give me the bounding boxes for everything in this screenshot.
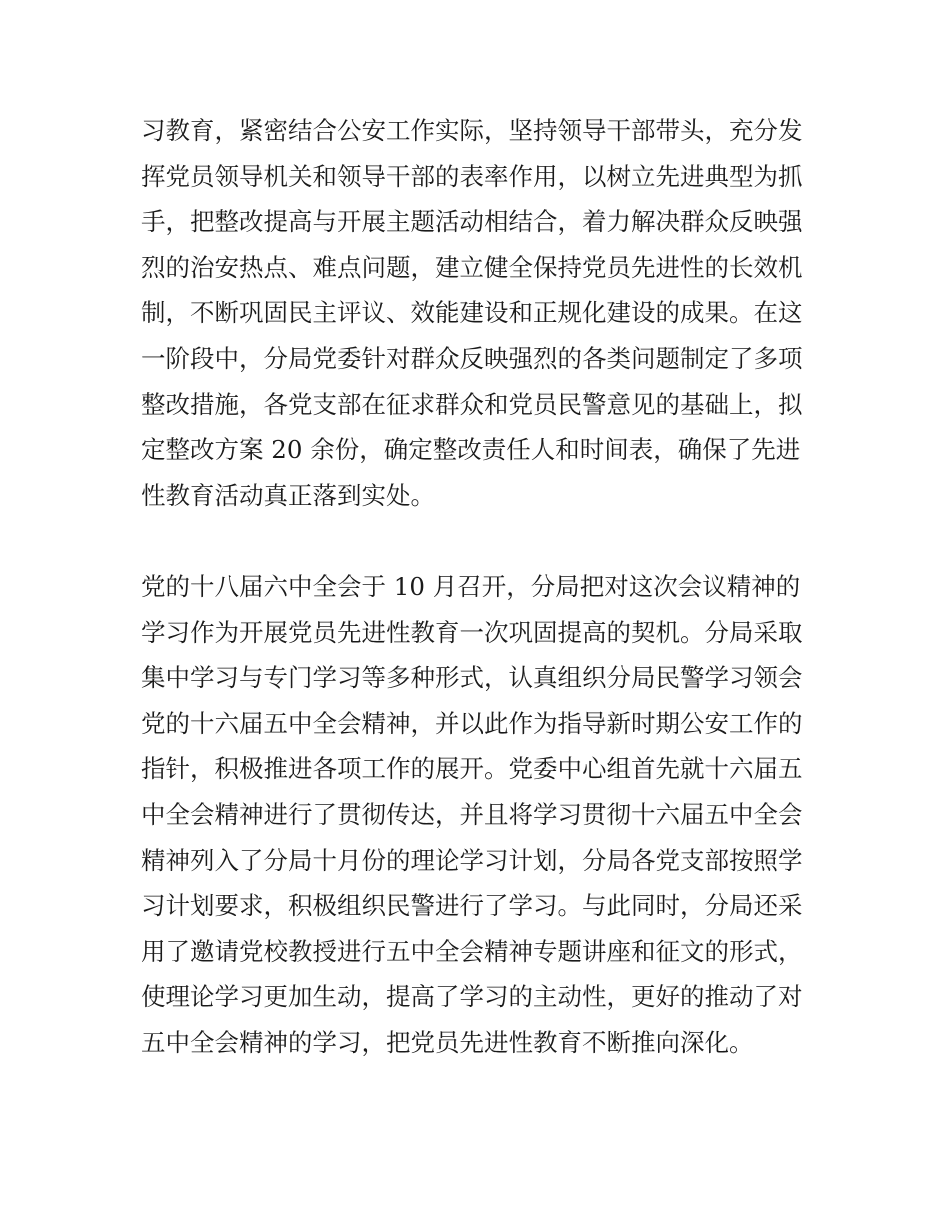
text-line: 指针，积极推进各项工作的展开。党委中心组首先就十六届五 bbox=[141, 754, 803, 784]
text-line: 挥党员领导机关和领导干部的表率作用，以树立先进典型为抓 bbox=[141, 161, 803, 191]
text-line: 集中学习与专门学习等多种形式，认真组织分局民警学习领会 bbox=[141, 663, 803, 693]
paragraph-1 bbox=[141, 108, 821, 518]
text-line: 党的十八届六中全会于 10 月召开，分局把对这次会议精神的 bbox=[141, 572, 801, 601]
text-line: 整改措施，各党支部在征求群众和党员民警意见的基础上，拟 bbox=[141, 389, 803, 419]
text-line: 制，不断巩固民主评议、效能建设和正规化建设的成果。在这 bbox=[141, 298, 803, 328]
text-line: 党的十六届五中全会精神，并以此作为指导新时期公安工作的 bbox=[141, 708, 803, 738]
text-line: 中全会精神进行了贯彻传达，并且将学习贯彻十六届五中全会 bbox=[141, 799, 803, 829]
text-line: 使理论学习更加生动，提高了学习的主动性，更好的推动了对 bbox=[141, 982, 803, 1012]
paragraph-2 bbox=[141, 564, 821, 1066]
text-line: 用了邀请党校教授进行五中全会精神专题讲座和征文的形式， bbox=[141, 936, 803, 966]
text-line: 烈的治安热点、难点问题，建立健全保持党员先进性的长效机 bbox=[141, 252, 803, 282]
text-line: 习教育，紧密结合公安工作实际，坚持领导干部带头，充分发 bbox=[141, 116, 803, 145]
text-line: 一阶段中，分局党委针对群众反映强烈的各类问题制定了多项 bbox=[141, 343, 803, 373]
text-line: 习计划要求，积极组织民警进行了学习。与此同时，分局还采 bbox=[141, 891, 803, 921]
text-line: 性教育活动真正落到实处。 bbox=[141, 480, 435, 510]
text-line: 五中全会精神的学习，把党员先进性教育不断推向深化。 bbox=[141, 1027, 754, 1057]
text-line: 学习作为开展党员先进性教育一次巩固提高的契机。分局采取 bbox=[141, 617, 803, 647]
text-line: 精神列入了分局十月份的理论学习计划，分局各党支部按照学 bbox=[141, 845, 803, 875]
text-line: 定整改方案 20 余份，确定整改责任人和时间表，确保了先进 bbox=[141, 435, 801, 465]
text-line: 手，把整改提高与开展主题活动相结合，着力解决群众反映强 bbox=[141, 207, 803, 237]
